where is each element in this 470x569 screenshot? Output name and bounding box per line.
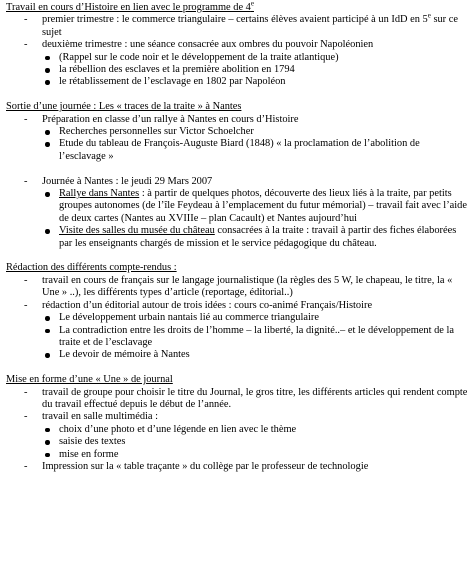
section-heading: Sortie d’une journée : Les « traces de la traite » à Nantes — [6, 101, 242, 113]
list-item: - travail de groupe pour choisir le titre du Journal, le gros titre, les différents articles qui rendent compte du travail effectué depuis le début de l’année. — [24, 387, 468, 412]
bullet-item: la rébellion des esclaves et la première abolition en 1794 — [41, 64, 468, 76]
list-item: - Impression sur la « table traçante » du collège par le professeur de technologie — [24, 461, 468, 473]
list-item: - travail en salle multimédia : — [24, 411, 468, 423]
bullet-item: Rallye dans Nantes : à partir de quelques photos, découverte des lieux liés à la traite, par petits groupes autonomes (de l’île Feydeau à l’emplacement du futur mémorial) – travail fait avec l’aide de deux cartes (Nantes au XVIIIe – plan Cacault) et Nantes aujourd’hui — [41, 188, 468, 225]
bullet-item: Visite des salles du musée du château consacrées à la traite : travail à partir des fiches élaborées par les enseignants chargés de mission et le service pédagogique du château. — [41, 225, 468, 250]
bullet-lead: Visite des salles du musée du château — [59, 225, 215, 237]
bullet-item: Recherches personnelles sur Victor Schoelcher — [41, 126, 468, 138]
section-reports — [6, 262, 468, 361]
blank-line — [6, 250, 468, 262]
bullet-item: Le devoir de mémoire à Nantes — [41, 349, 468, 361]
section-heading: Rédaction des différents compte-rendus : — [6, 262, 177, 274]
bullet-item: saisie des textes — [41, 436, 468, 448]
bullet-item: choix d’une photo et d’une légende en lien avec le thème — [41, 424, 468, 436]
section-outing — [6, 101, 468, 250]
sub-list — [6, 424, 468, 461]
section-heading: Mise en forme d’une « Une » de journal — [6, 374, 173, 386]
blank-line — [6, 163, 468, 175]
list-item: - Journée à Nantes : le jeudi 29 Mars 2007 — [24, 176, 468, 188]
blank-line — [6, 89, 468, 101]
bullet-item: Etude du tableau de François-Auguste Biard (1848) « la proclamation de l’abolition de l’esclavage » — [41, 138, 468, 163]
bullet-lead: Rallye dans Nantes — [59, 188, 140, 200]
list-item: - travail en cours de français sur le langage journalistique (la règles des 5 W, le chapeau, le titre, la « Une » ..), les différents types d’article (reportage, éditorial..) — [24, 275, 468, 300]
section-heading: Travail en cours d’Histoire en lien avec le programme de 4e — [6, 0, 254, 13]
bullet-item: le rétablissement de l’esclavage en 1802 par Napoléon — [41, 76, 468, 88]
section-history — [6, 2, 468, 89]
bullet-item: La contradiction entre les droits de l’homme – la liberté, la dignité..– et le développement de la traite et de l’esclavage — [41, 325, 468, 350]
bullet-item: Le développement urbain nantais lié au commerce triangulaire — [41, 312, 468, 324]
sub-list — [6, 52, 468, 89]
list-item: - Préparation en classe d’un rallye à Nantes en cours d’Histoire — [24, 114, 468, 126]
sub-list — [6, 126, 468, 163]
bullet-item: (Rappel sur le code noir et le développement de la traite atlantique) — [41, 52, 468, 64]
bullet-item: mise en forme — [41, 449, 468, 461]
sub-list — [6, 312, 468, 362]
section-front-page — [6, 374, 468, 473]
blank-line — [6, 362, 468, 374]
sub-list — [6, 188, 468, 250]
list-item: - rédaction d’un éditorial autour de trois idées : cours co-animé Français/Histoire — [24, 300, 468, 312]
list-item: - premier trimestre : le commerce triangulaire – certains élèves avaient participé à un IdD en 5e sur ce sujet — [24, 14, 468, 39]
list-item: - deuxième trimestre : une séance consacrée aux ombres du pouvoir Napoléonien — [24, 39, 468, 51]
